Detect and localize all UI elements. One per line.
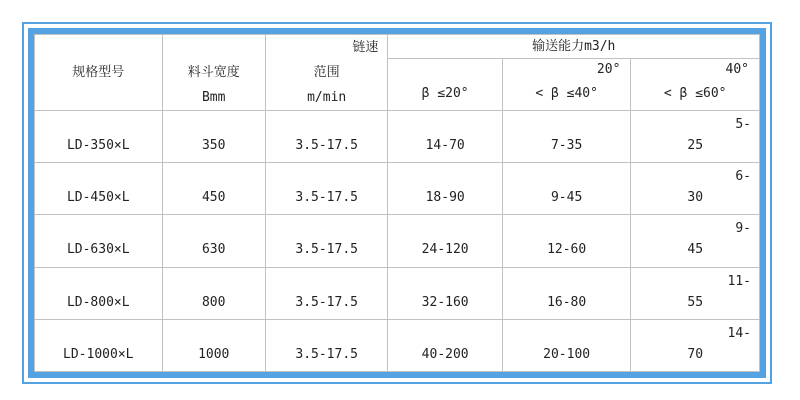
cap-40-value: 12-60 — [547, 242, 587, 258]
cap-20-value: 14-70 — [425, 138, 465, 154]
cap-60-value: 70 — [687, 346, 704, 362]
table-row — [35, 319, 760, 371]
inner-blue-frame — [28, 28, 766, 378]
spacer — [163, 35, 265, 60]
header-bucket-width-label: 料斗宽度 — [187, 65, 240, 80]
cap-60-value: 45 — [687, 242, 704, 258]
spacer — [503, 268, 631, 293]
spacer — [35, 163, 162, 188]
spacer — [35, 215, 162, 240]
header-capacity-label: 输送能力m3/h — [532, 39, 616, 54]
chain-speed-value: 3.5-17.5 — [295, 190, 358, 206]
cell-bucket-width — [162, 267, 265, 319]
cell-chain-speed — [265, 163, 388, 215]
cell-model — [35, 215, 163, 267]
spacer — [503, 320, 631, 345]
cell-chain-speed — [265, 319, 388, 371]
spacer — [266, 215, 388, 240]
bucket-width-value: 630 — [201, 242, 226, 258]
header-model-cell — [35, 35, 163, 111]
cap-20-value: 18-90 — [425, 190, 465, 206]
cell-model — [35, 267, 163, 319]
spacer — [266, 163, 388, 188]
cap-40-value: 16-80 — [547, 294, 587, 310]
cap-60-value: 30 — [687, 190, 704, 206]
cell-cap-60 — [631, 319, 760, 371]
spacer — [266, 268, 388, 293]
spacer — [163, 320, 265, 345]
cell-cap-20 — [388, 163, 502, 215]
spacer — [503, 215, 631, 240]
outer-blue-frame — [22, 22, 772, 384]
spacer — [35, 268, 162, 293]
model-value: LD-350×L — [66, 138, 130, 154]
chain-speed-value: 3.5-17.5 — [295, 138, 358, 154]
spacer — [266, 320, 388, 345]
header-angle-20-wrap — [388, 59, 501, 83]
spacer — [163, 163, 265, 188]
cell-bucket-width — [162, 163, 265, 215]
cell-cap-40 — [502, 111, 631, 163]
cell-cap-40 — [502, 163, 631, 215]
spacer — [388, 215, 501, 240]
cell-cap-20 — [388, 111, 502, 163]
cell-bucket-width — [162, 319, 265, 371]
cap-60-wrap: 5- — [735, 117, 751, 133]
table-row — [35, 267, 760, 319]
cap-60-wrap: 14- — [727, 325, 751, 341]
model-value: LD-450×L — [66, 190, 130, 206]
spacer — [163, 215, 265, 240]
bucket-width-value: 450 — [201, 190, 226, 206]
cell-cap-40 — [502, 267, 631, 319]
spacer — [35, 111, 162, 136]
spacer — [388, 268, 501, 293]
cell-cap-60 — [631, 111, 760, 163]
cell-cap-20 — [388, 319, 502, 371]
header-chain-speed-unit: m/min — [307, 90, 347, 105]
header-angle-40-wrap: 20° — [596, 62, 621, 78]
cap-60-wrap: 9- — [735, 221, 751, 237]
bucket-width-value: 350 — [201, 138, 226, 154]
cell-chain-speed — [265, 215, 388, 267]
header-capacity-cell — [388, 35, 760, 59]
header-angle-20-cell — [388, 59, 502, 111]
chain-speed-value: 3.5-17.5 — [295, 242, 358, 258]
header-angle-60-cell — [631, 59, 760, 111]
cell-chain-speed — [265, 111, 388, 163]
cell-cap-20 — [388, 215, 502, 267]
spacer — [388, 111, 501, 136]
header-bucket-width-cell — [162, 35, 265, 111]
spec-table — [34, 34, 760, 372]
model-value: LD-800×L — [66, 294, 130, 310]
spacer — [35, 320, 162, 345]
spacer — [388, 320, 501, 345]
cell-chain-speed — [265, 267, 388, 319]
header-angle-60-label: < β ≤60° — [663, 86, 727, 102]
cell-bucket-width — [162, 111, 265, 163]
chain-speed-value: 3.5-17.5 — [295, 294, 358, 310]
cell-cap-60 — [631, 267, 760, 319]
cell-cap-20 — [388, 267, 502, 319]
header-angle-20-label: β ≤20° — [421, 86, 469, 102]
cap-60-value: 25 — [687, 138, 704, 154]
spacer — [266, 111, 388, 136]
cell-model — [35, 163, 163, 215]
model-value: LD-630×L — [66, 242, 130, 258]
cap-20-value: 24-120 — [421, 242, 469, 258]
cell-model — [35, 111, 163, 163]
table-row — [35, 111, 760, 163]
spacer — [35, 85, 162, 110]
cap-40-value: 20-100 — [543, 346, 591, 362]
spacer — [503, 111, 631, 136]
header-angle-40-cell — [502, 59, 631, 111]
cap-60-wrap: 11- — [727, 273, 751, 289]
cap-40-value: 9-45 — [550, 190, 583, 206]
model-value: LD-1000×L — [63, 346, 134, 362]
header-bucket-width-unit: Bmm — [201, 90, 226, 105]
spacer — [503, 163, 631, 188]
chain-speed-value: 3.5-17.5 — [295, 346, 358, 362]
bucket-width-value: 800 — [201, 294, 226, 310]
spacer — [388, 163, 501, 188]
cap-20-value: 32-160 — [421, 294, 469, 310]
spacer — [163, 111, 265, 136]
table-row — [35, 163, 760, 215]
header-angle-40-label: < β ≤40° — [535, 86, 598, 102]
cell-bucket-width — [162, 215, 265, 267]
cap-60-wrap: 6- — [735, 169, 751, 185]
table-row — [35, 215, 760, 267]
spacer — [35, 35, 162, 60]
cell-cap-60 — [631, 215, 760, 267]
cell-cap-40 — [502, 319, 631, 371]
bucket-width-value: 1000 — [198, 346, 230, 362]
header-model-label: 规格型号 — [72, 65, 125, 80]
header-chain-speed-label: 链速 — [352, 40, 379, 55]
spacer — [163, 268, 265, 293]
cell-cap-60 — [631, 163, 760, 215]
cap-20-value: 40-200 — [421, 346, 469, 362]
header-angle-60-wrap: 40° — [725, 62, 749, 78]
header-chain-speed-sub: 范围 — [313, 65, 340, 80]
cell-cap-40 — [502, 215, 631, 267]
cell-model — [35, 319, 163, 371]
header-row-top — [35, 35, 760, 59]
cap-60-value: 55 — [687, 294, 704, 310]
cap-40-value: 7-35 — [550, 138, 583, 154]
header-chain-speed-cell — [265, 35, 388, 111]
